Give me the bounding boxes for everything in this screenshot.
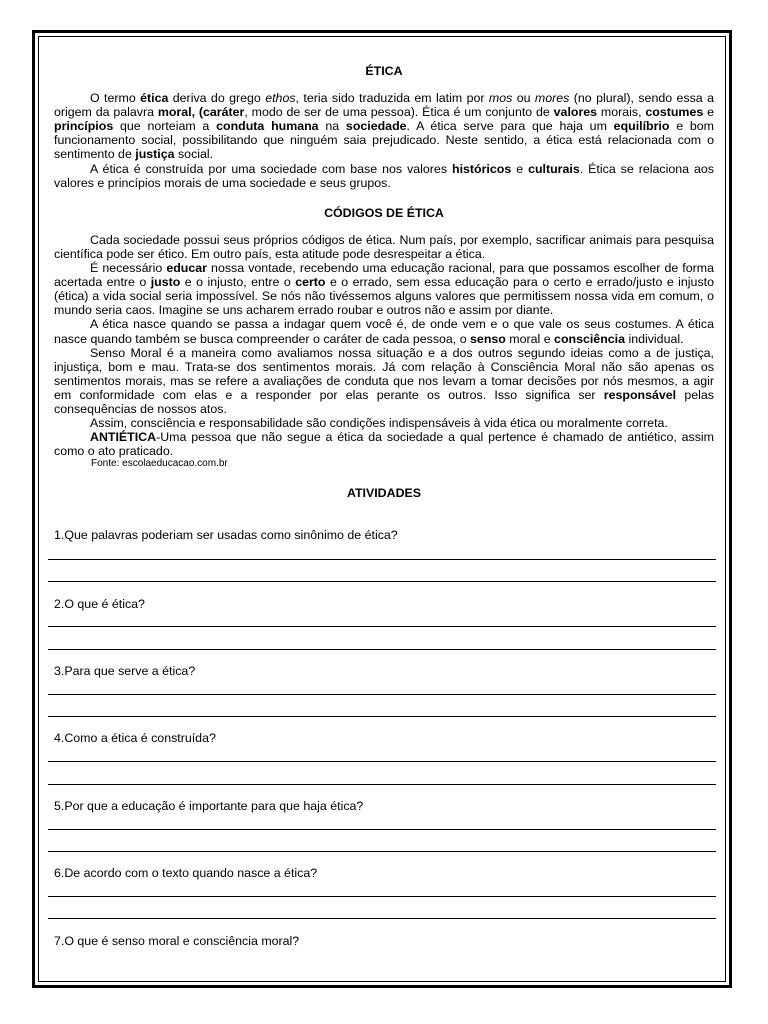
text-run: que norteiam a	[113, 119, 217, 134]
question-1: 1.Que palavras poderiam ser usadas como sinônimo de ética?	[54, 528, 398, 542]
text-run: e o errado, sem essa educação para o certo e errado/justo e injusto (ética) a vida social seria impossível. Se nós não tivéssemos alguns valores que permitissem nossa vida em comum, o mundo seria caos. Imagine se uns acharem errado roubar e outros não e assim por diante.	[54, 275, 714, 318]
bold-term: princípios	[54, 119, 114, 134]
answer-line[interactable]	[48, 829, 716, 830]
answer-line[interactable]	[48, 581, 716, 582]
bold-term: justiça	[135, 147, 175, 162]
text-run: deriva do grego	[168, 91, 266, 106]
question-7: 7.O que é senso moral e consciência moral?	[54, 934, 300, 948]
answer-line[interactable]	[48, 559, 716, 560]
answer-line[interactable]	[48, 716, 716, 717]
text-content	[54, 64, 714, 500]
bold-term: consciência	[554, 331, 625, 346]
answer-line[interactable]	[48, 694, 716, 695]
bold-term: sociedade	[345, 119, 407, 134]
text-run: ou	[512, 91, 535, 106]
codes-paragraph-1	[54, 233, 714, 261]
text-run: A ética nasce quando se passa a indagar quem você é, de onde vem e o que vale os seus costumes. A ética nasce quando também se busca compreender o caráter de cada pessoa, o	[54, 317, 714, 346]
italic-term: mos	[488, 91, 513, 106]
bold-term: ética	[140, 91, 169, 106]
bold-term: responsável	[603, 387, 677, 402]
codes-section-title: CÓDIGOS DE ÉTICA	[324, 205, 444, 220]
text-run: É necessário	[90, 261, 167, 276]
bold-term: históricos	[452, 161, 512, 176]
question-4: 4.Como a ética é construída?	[54, 731, 216, 745]
text-run: na	[318, 119, 346, 134]
bold-term: costumes	[645, 105, 704, 120]
text-run: . Ética se relaciona aos valores e princípios morais de uma sociedade e seus grupos.	[54, 161, 714, 190]
question-5: 5.Por que a educação é importante para que haja ética?	[54, 799, 364, 813]
text-run: Senso Moral é a maneira como avaliamos nossa situação e a dos outros segundo ideias como a de justiça, injustiça, bom e mau. Trata-se dos sentimentos morais. Já com relação à Consciência Moral não são apenas os sentimentos morais, mas se refere a avaliações de conduta que nos levam a tomar decisões por nós mesmos, a agir em conformidade com elas e a responder por elas perante os outros. Isso significa ser	[54, 345, 714, 402]
question-2: 2.O que é ética?	[54, 597, 145, 611]
activities-title: ATIVIDADES	[346, 486, 422, 501]
text-run: , modo de ser de uma pessoa). Ética é um conjunto de	[244, 105, 554, 120]
text-run: nossa vontade, recebendo uma educação racional, para que possamos escolher de forma acertada entre o	[54, 261, 714, 290]
codes-paragraph-2	[54, 261, 714, 317]
answer-line[interactable]	[48, 649, 716, 650]
text-run: Cada sociedade possui seus próprios códigos de ética. Num país, por exemplo, sacrificar animais para pesquisa científica pode ser ético. Em outro país, esta atitude pode desrespeitar a ética.	[54, 232, 714, 261]
page-title: ÉTICA	[365, 64, 403, 78]
text-run: -Uma pessoa que não segue a ética da sociedade a qual pertence é chamado de antiético, assim como o ato praticado.	[54, 430, 714, 459]
italic-term: mores	[534, 91, 570, 106]
text-run: O termo	[90, 91, 141, 106]
answer-line[interactable]	[48, 626, 716, 627]
answer-line[interactable]	[48, 761, 716, 762]
source-citation: Fonte: escolaeducacao.com.br	[91, 458, 228, 470]
answer-line[interactable]	[48, 851, 716, 852]
text-run: moral e	[505, 331, 555, 346]
text-run: individual.	[625, 331, 684, 346]
text-run: morais,	[597, 105, 646, 120]
codes-paragraph-5	[54, 416, 714, 430]
bold-term: valores	[553, 105, 598, 120]
intro-paragraph-1	[54, 91, 714, 161]
intro-paragraph-2	[54, 162, 714, 190]
bold-term: educar	[166, 261, 207, 276]
codes-paragraph-3	[54, 317, 714, 345]
text-run: . A ética serve para que haja um	[406, 119, 614, 134]
question-6: 6.De acordo com o texto quando nasce a ética?	[54, 866, 318, 880]
text-run: , teria sido traduzida em latim por	[295, 91, 489, 106]
text-run: e o injusto, entre o	[180, 275, 296, 290]
text-run: (no plural), sendo essa a origem da palavra	[54, 91, 714, 120]
bold-term: certo	[295, 275, 326, 290]
bold-term: culturais	[528, 161, 580, 176]
bold-term: justo	[150, 275, 181, 290]
codes-paragraph-4	[54, 346, 714, 416]
bold-term: ANTIÉTICA	[90, 430, 157, 445]
italic-term: ethos	[265, 91, 296, 106]
text-run: social.	[174, 147, 214, 162]
question-3: 3.Para que serve a ética?	[54, 664, 196, 678]
text-run: e	[511, 161, 529, 176]
bold-term: equilíbrio	[613, 119, 670, 134]
text-run: pelas consequências de nossos atos.	[54, 387, 714, 416]
text-run: A ética é construída por uma sociedade com base nos valores	[90, 161, 452, 176]
answer-line[interactable]	[48, 918, 716, 919]
bold-term: conduta humana	[216, 119, 319, 134]
text-run: Assim, consciência e responsabilidade são condições indispensáveis à vida ética ou moralmente correta.	[90, 416, 668, 431]
answer-line[interactable]	[48, 896, 716, 897]
codes-paragraph-6	[54, 430, 714, 458]
answer-line[interactable]	[48, 784, 716, 785]
text-run: e bom funcionamento social, possibilitando que ninguém saia prejudicado. Neste sentido, a ética está relacionada com o sentimento de	[54, 119, 714, 162]
bold-term: moral, (caráter	[157, 105, 245, 120]
text-run: e	[703, 105, 714, 120]
bold-term: senso	[470, 331, 506, 346]
